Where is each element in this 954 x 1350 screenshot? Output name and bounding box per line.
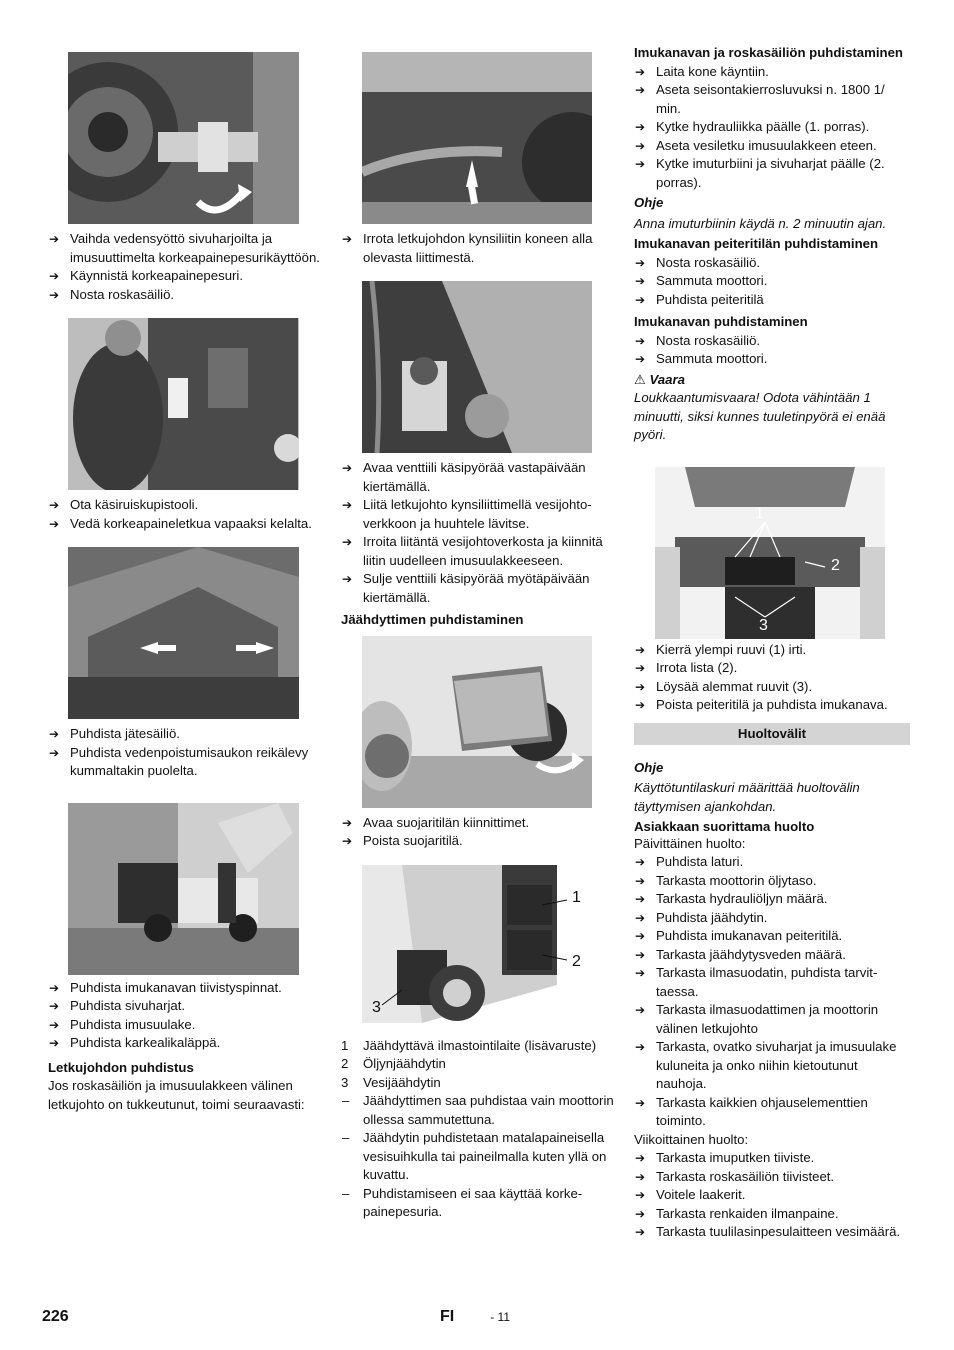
note-title: Ohje [634,759,664,775]
steps-list-7 [341,814,615,851]
arrow-right-icon: ➔ [635,1169,646,1184]
arrow-right-icon: ➔ [342,461,353,475]
photo-cover-screws [655,467,885,639]
list-item: ➔ Tarkasta ilmasuodattimen ja moottorin välinen letkujohto [635,1002,879,1036]
steps-list-9 [634,254,910,310]
warning-triangle-icon: ⚠ [634,371,646,387]
list-item: ➔ Tarkasta moottorin öljytaso. [634,872,910,891]
list-item: ➔ Sammuta moottori. [634,350,910,369]
list-item: – Jäähdytin puhdistetaan matalapaineisella vesisuihkulla tai paineilmalla kuten yllä on kuvattu. [342,1130,607,1182]
photo-radiator-grille [362,636,592,808]
arrow-right-icon: ➔ [49,269,60,283]
arrow-right-icon: ➔ [635,64,646,79]
list-item: ➔ Nosta roskasäiliö. [634,254,910,273]
arrow-right-icon: ➔ [635,661,646,675]
list-item: ➔ Tarkasta jäähdytysveden määrä. [634,946,910,965]
list-item: ➔ Poista suojaritilä. [341,832,615,851]
list-item: ➔ Tarkasta hydrauliöljyn määrä. [634,890,910,909]
arrow-right-icon: ➔ [342,498,353,512]
arrow-right-icon: ➔ [342,815,353,830]
arrow-right-icon: ➔ [49,232,60,246]
arrow-right-icon: ➔ [635,892,646,906]
steps-list-6 [341,459,615,607]
list-item: ➔ Vedä korkeapaineletkua vapaaksi kelalta. [48,515,320,534]
heading-channel-container-cleaning: Imukanavan ja roskasäiliön puhdistaminen [634,45,903,60]
arrow-right-icon: ➔ [635,1151,646,1165]
arrow-right-icon: ➔ [342,572,353,586]
arrow-right-icon: ➔ [635,1003,646,1017]
list-item: ➔ Kierrä ylempi ruuvi (1) irti. [634,641,910,660]
grille-illustration [362,636,592,808]
steps-list-3 [48,725,320,781]
list-item: ➔ Poista peiteritilä ja puhdista imukanava. [634,696,910,715]
list-item: ➔ Liitä letkujohto kynsiliittimellä vesijohtoverkkoon ja huuhtele lävitse. [342,497,592,531]
container-illustration [68,547,299,719]
list-item: ➔ Tarkasta imuputken tiiviste. [634,1149,910,1168]
legend-item: 3 Vesijäähdytin [341,1074,441,1090]
list-item: ➔ Aseta vesiletku imusuulakkeen eteen. [634,137,910,156]
heading-hose-cleaning: Letkujohdon puhdistus [48,1059,194,1075]
sweeper-illustration [68,803,299,975]
arrow-right-icon: ➔ [635,855,646,869]
column-left [48,52,320,1114]
list-item: ➔ Puhdista vedenpoistumisaukon reikälevy kummaltakin puolelta. [49,744,309,778]
warning-title: ⚠ Vaara [634,371,685,387]
photo-water-valve [68,52,299,224]
list-item: ➔ Puhdista sivuharjat. [48,997,320,1016]
list-item: ➔ Puhdista laturi. [634,853,910,872]
arrow-right-icon: ➔ [635,679,646,694]
list-item: ➔ Tarkasta kaikkien ohjauselementtien toiminto. [635,1094,868,1128]
coolers-illustration [362,865,592,1023]
arrow-right-icon: ➔ [635,274,646,288]
legend-list [341,1037,615,1093]
list-item: ➔ Tarkasta ilmasuodatin, puhdista tarvittaessa. [635,965,878,999]
list-item: ➔ Kytke hydrauliikka päälle (1. porras). [634,118,910,137]
column-middle [341,52,615,1222]
list-item: ➔ Nosta roskasäiliö. [634,332,910,351]
list-item: ➔ Puhdista jäähdytin. [634,909,910,928]
arrow-right-icon: ➔ [49,980,60,995]
steps-list-5 [341,230,615,267]
list-item: ➔ Vaihda vedensyöttö sivuharjoilta ja imusuuttimelta korkeapainepesurikäyttöön. [49,231,320,265]
photo-hose-coupling [362,52,592,224]
arrow-right-icon: ➔ [635,929,646,943]
arrow-right-icon: ➔ [635,352,646,366]
legend-item: 2 Öljynjäähdytin [341,1056,446,1071]
arrow-right-icon: ➔ [342,834,353,848]
list-item: ➔ Puhdista peiteritilä [634,291,910,310]
handwheel-illustration [362,281,592,453]
list-item: ➔ Irrota letkujohdon kynsiliitin koneen alla olevasta liittimestä. [342,231,593,265]
arrow-right-icon: ➔ [49,287,60,302]
warning-text: Loukkaantumisvaara! Odota vähintään 1 minuutti, siksi kunnes tuuletinpyörä ei enää pyöri. [634,390,886,442]
list-item: ➔ Tarkasta roskasäiliön tiivisteet. [634,1168,910,1187]
cover-illustration [655,467,885,639]
list-item: ➔ Ota käsiruiskupistooli. [48,496,320,515]
arrow-right-icon: ➔ [342,232,353,246]
arrow-right-icon: ➔ [635,83,646,97]
list-item: ➔ Tarkasta renkaiden ilmanpaine. [634,1205,910,1224]
steps-list-8 [634,63,910,193]
heading-radiator-cleaning: Jäähdyttimen puhdistaminen [341,612,524,627]
callout-2: 2 [831,556,840,574]
radiator-notes [341,1092,615,1222]
photo-operator-hose [68,318,299,490]
arrow-right-icon: ➔ [635,120,646,134]
arrow-right-icon: ➔ [49,999,60,1013]
note-text: Anna imuturbiinin käydä n. 2 minuutin ajan. [634,215,887,231]
list-item: ➔ Sulje venttiili käsipyörää myötäpäivään kiertämällä. [342,571,590,605]
list-item: ➔ Puhdista imusuulake. [48,1016,320,1035]
list-item: ➔ Sammuta moottori. [634,272,910,291]
list-item: ➔ Puhdista karkealikaläppä. [48,1034,320,1053]
arrow-right-icon: ➔ [635,1206,646,1221]
arrow-right-icon: ➔ [49,1036,60,1050]
arrow-right-icon: ➔ [635,1095,646,1110]
arrow-right-icon: ➔ [635,1188,646,1202]
steps-list-1 [48,230,320,304]
photo-waste-container [68,547,299,719]
list-item: ➔ Avaa venttiili käsipyörää vastapäivään kiertämällä. [342,460,586,494]
arrow-right-icon: ➔ [49,498,60,512]
list-item: ➔ Avaa suojaritilän kiinnittimet. [341,814,615,833]
arrow-right-icon: ➔ [49,516,60,531]
list-item: ➔ Tarkasta tuulilasinpesulaitteen vesimäärä. [634,1223,910,1242]
heading-channel-cleaning: Imukanavan puhdistaminen [634,314,808,329]
section-band-maintenance-intervals: Huoltovälit [634,723,910,745]
note-text: Käyttötuntilaskuri määrittää huoltovälin täyttymisen ajankohdan. [634,780,860,814]
steps-list-10 [634,332,910,369]
arrow-right-icon: ➔ [49,1017,60,1032]
steps-list-2 [48,496,320,533]
list-item: ➔ Puhdista imukanavan tiivistyspinnat. [48,979,320,998]
callout-1: 1 [572,888,581,906]
photo-sweeper-cleaning [68,803,299,975]
list-item: ➔ Kytke imuturbiini ja sivuharjat päälle (2. porras). [635,156,885,190]
list-item: ➔ Löysää alemmat ruuvit (3). [634,678,910,697]
arrow-right-icon: ➔ [635,157,646,171]
arrow-right-icon: ➔ [635,292,646,307]
arrow-right-icon: ➔ [635,910,646,925]
footer-subpage: - 11 [490,1310,511,1324]
arrow-right-icon: ➔ [635,1040,646,1054]
arrow-right-icon: ➔ [635,642,646,657]
arrow-right-icon: ➔ [635,698,646,712]
arrow-right-icon: ➔ [49,727,60,741]
callout-3: 3 [372,998,381,1016]
list-item: ➔ Puhdista imukanavan peiteritilä. [634,927,910,946]
list-item: ➔ Aseta seisontakierrosluvuksi n. 1800 1/ min. [635,82,885,116]
list-item: ➔ Irroita liitäntä vesijohtoverkosta ja kiinnitä liitin uudelleen imusuulakkeeseen. [342,534,603,568]
arrow-right-icon: ➔ [342,535,353,549]
note-title: Ohje [634,195,664,210]
legend-item: 1 Jäähdyttävä ilmastointilaite (lisävaruste) [341,1037,597,1053]
list-item: ➔ Puhdista jätesäiliö. [48,725,320,744]
arrow-right-icon: ➔ [635,1225,646,1239]
list-item: ➔ Käynnistä korkeapainepesuri. [48,267,320,286]
callout-1: 1 [755,504,764,522]
steps-list-11 [634,641,910,715]
daily-label: Päivittäinen huolto: [634,835,746,851]
valve-illustration [68,52,299,224]
footer-language: FI - 11 [440,1308,511,1325]
page-number: 226 [42,1308,69,1325]
photo-coolers-callouts [362,865,592,1023]
photo-valve-handwheel [362,281,592,453]
arrow-right-icon: ➔ [635,966,646,980]
steps-list-4 [48,979,320,1053]
hose-text: Jos roskasäiliön ja imusuulakkeen välinen letkujohto on tukkeutunut, toimi seuraavasti: [48,1078,305,1112]
list-item: – Jäähdyttimen saa puhdistaa vain moottorin ollessa sammutettuna. [342,1093,614,1127]
column-right [634,44,910,1242]
weekly-label: Viikoittainen huolto: [634,1131,749,1147]
callout-3: 3 [759,616,768,634]
arrow-right-icon: ➔ [635,947,646,962]
list-item: ➔ Irrota lista (2). [634,659,910,678]
heading-customer-maintenance: Asiakkaan suorittama huolto [634,819,815,834]
coupling-illustration [362,52,592,224]
callout-2: 2 [572,952,581,970]
arrow-right-icon: ➔ [635,138,646,153]
list-item: ➔ Laita kone käyntiin. [634,63,910,82]
arrow-right-icon: ➔ [49,745,60,760]
heading-cover-cleaning: Imukanavan peiteritilän puhdistaminen [634,236,879,251]
list-item: ➔ Voitele laakerit. [634,1186,910,1205]
list-item: – Puhdistamiseen ei saa käyttää korkepainepesuria. [342,1185,583,1219]
arrow-right-icon: ➔ [635,255,646,270]
arrow-right-icon: ➔ [635,333,646,348]
weekly-list [634,1149,910,1242]
list-item: ➔ Nosta roskasäiliö. [48,286,320,305]
list-item: ➔ Tarkasta, ovatko sivuharjat ja imusuulake kuluneita ja onko niihin kietoutunut nauhoja. [635,1039,897,1091]
operator-illustration [68,318,299,490]
daily-list [634,853,910,1131]
arrow-right-icon: ➔ [635,873,646,888]
